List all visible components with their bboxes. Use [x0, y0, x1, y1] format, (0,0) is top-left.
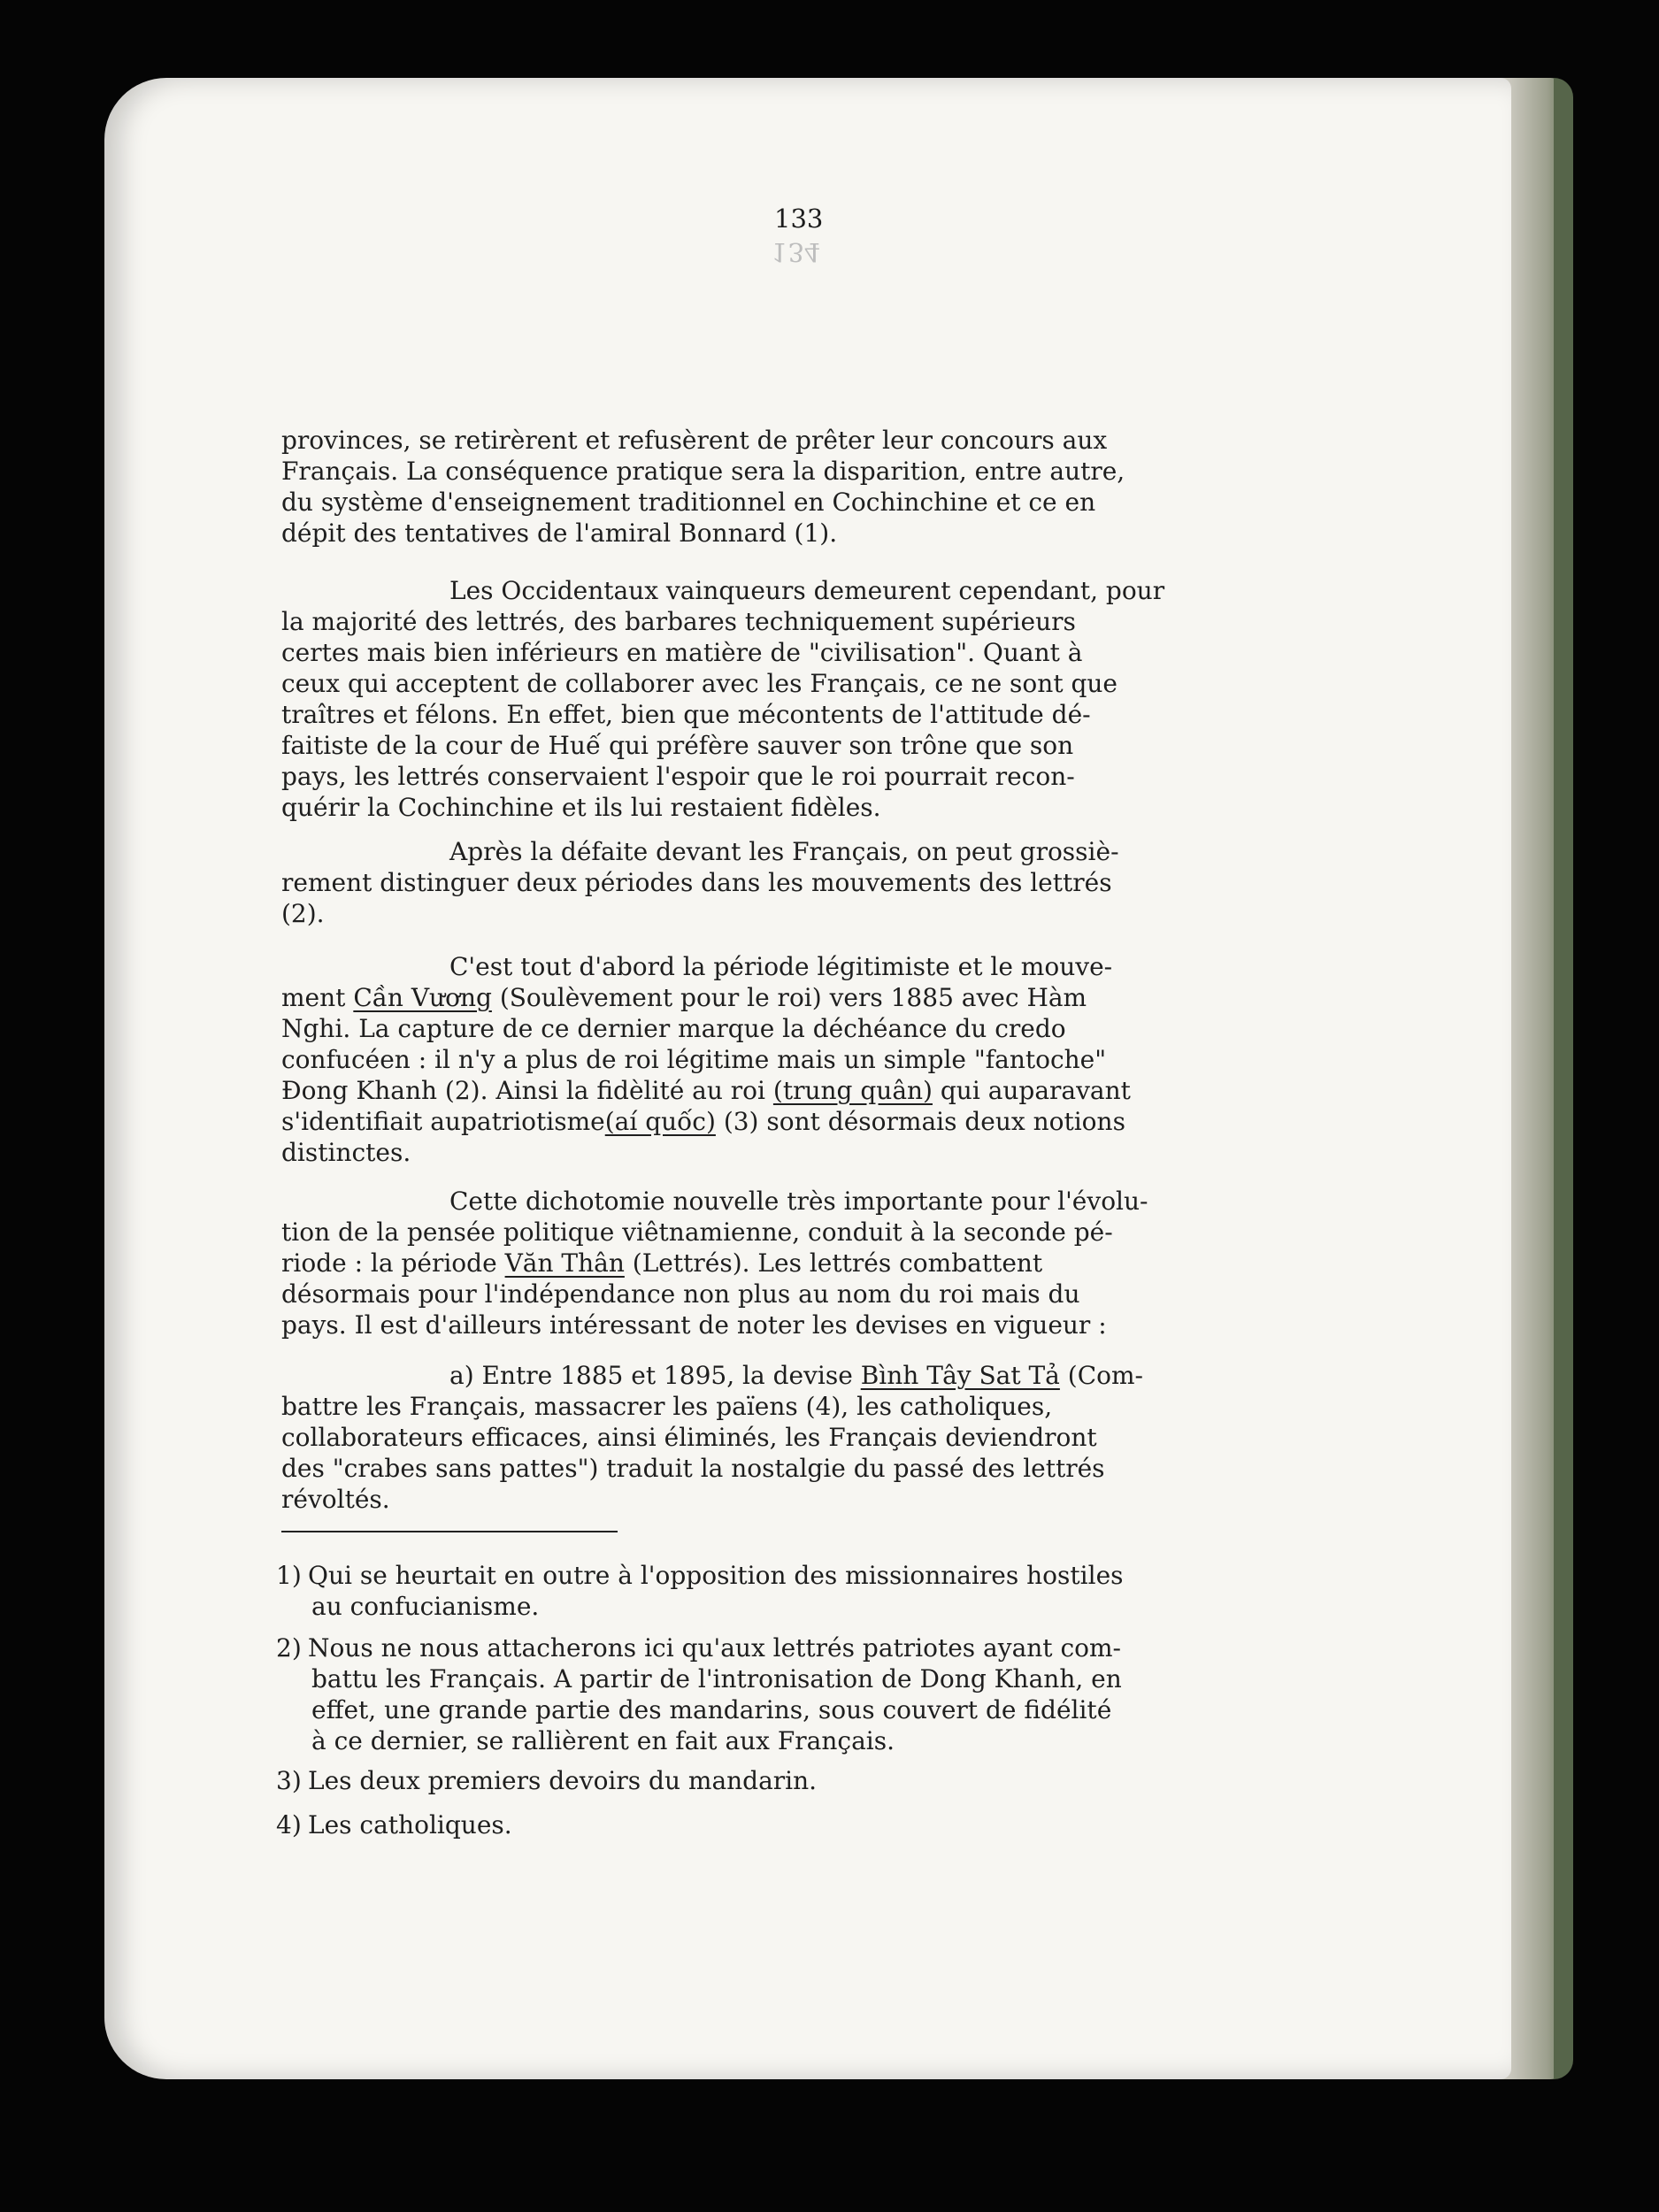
paragraph-1 [281, 425, 1308, 549]
footnote-4 [276, 1809, 1311, 1840]
footnote-1 [276, 1560, 1311, 1622]
text-line: désormais pour l'indépendance non plus au nom du roi mais du [281, 1279, 1080, 1309]
text-line: dépit des tentatives de l'amiral Bonnard (1). [281, 518, 838, 548]
footnote-text: Les deux premiers devoirs du mandarin. [308, 1766, 818, 1795]
footnote-number: 2) [276, 1633, 302, 1663]
text-line: a) Entre 1885 et 1895, la devise Bình Tây Sat Tả (Com- [449, 1361, 1144, 1390]
page-number: 133 [774, 204, 824, 234]
text-line: faitiste de la cour de Huế qui préfère sauver son trône que son [281, 731, 1074, 760]
footnote-number: 1) [276, 1561, 302, 1590]
text-line: du système d'enseignement traditionnel en Cochinchine et ce en [281, 488, 1096, 517]
footnote-text: Qui se heurtait en outre à l'opposition des missionnaires hostiles [308, 1561, 1124, 1590]
text-line: révoltés. [281, 1485, 390, 1514]
text-line: ment Cần Vương (Soulèvement pour le roi) vers 1885 avec Hàm [281, 983, 1087, 1012]
footnote-text: Nous ne nous attacherons ici qu'aux lettrés patriotes ayant com- [308, 1633, 1121, 1663]
text-line: Les Occidentaux vainqueurs demeurent cependant, pour [449, 576, 1165, 605]
text-line: traîtres et félons. En effet, bien que mécontents de l'attitude dé- [281, 700, 1091, 729]
footnote-text: Les catholiques. [308, 1810, 512, 1839]
bleed-through-page-number: 134 [772, 237, 821, 267]
text-line: pays. Il est d'ailleurs intéressant de noter les devises en vigueur : [281, 1310, 1107, 1340]
text-line: ceux qui acceptent de collaborer avec les Français, ce ne sont que [281, 669, 1118, 698]
footnote-number: 4) [276, 1810, 302, 1839]
text-line: collaborateurs efficaces, ainsi éliminés, les Français deviendront [281, 1423, 1097, 1452]
footnote-text: battu les Français. A partir de l'intronisation de Dong Khanh, en [311, 1664, 1122, 1694]
term-ai-quoc: (aí quốc) [604, 1107, 716, 1136]
text-line: certes mais bien inférieurs en matière de "civilisation". Quant à [281, 638, 1083, 667]
text-line: Nghi. La capture de ce dernier marque la déchéance du credo [281, 1014, 1066, 1043]
paragraph-2 [281, 575, 1308, 823]
text-line: riode : la période Văn Thân (Lettrés). Les lettrés combattent [281, 1248, 1043, 1278]
footnote-text: à ce dernier, se rallièrent en fait aux Français. [311, 1726, 895, 1755]
text-line: des "crabes sans pattes") traduit la nostalgie du passé des lettrés [281, 1454, 1105, 1483]
term-trung-quan: (trung quân) [772, 1076, 933, 1105]
text-line: (2). [281, 899, 325, 928]
term-binh-tay-sat-ta: Bình Tây Sat Tả [860, 1361, 1060, 1390]
text-line: Cette dichotomie nouvelle très importante pour l'évolu- [449, 1187, 1148, 1216]
text-line: quérir la Cochinchine et ils lui restaient fidèles. [281, 793, 881, 822]
text-line: rement distinguer deux périodes dans les mouvements des lettrés [281, 868, 1112, 897]
footnote-2 [276, 1632, 1311, 1756]
text-line: Đong Khanh (2). Ainsi la fidèlité au roi (trung quân) qui auparavant [281, 1076, 1131, 1105]
paragraph-4 [281, 951, 1308, 1168]
paragraph-5 [281, 1186, 1308, 1340]
footnote-number: 3) [276, 1766, 302, 1795]
footnote-3 [276, 1765, 1311, 1796]
text-line: C'est tout d'abord la période légitimiste et le mouve- [449, 952, 1113, 981]
paragraph-6 [281, 1360, 1308, 1515]
text-line: distinctes. [281, 1138, 411, 1167]
text-line: Après la défaite devant les Français, on peut grossiè- [449, 837, 1119, 866]
text-line: confucéen : il n'y a plus de roi légitime mais un simple "fantoche" [281, 1045, 1107, 1074]
paragraph-3 [281, 836, 1308, 929]
text-line: tion de la pensée politique viêtnamienne, conduit à la seconde pé- [281, 1217, 1113, 1247]
text-line: battre les Français, massacrer les païens (4), les catholiques, [281, 1392, 1053, 1421]
text-line: la majorité des lettrés, des barbares techniquement supérieurs [281, 607, 1076, 636]
footnote-separator [281, 1531, 618, 1532]
text-line: pays, les lettrés conservaient l'espoir que le roi pourrait recon- [281, 762, 1075, 791]
text-line: provinces, se retirèrent et refusèrent de prêter leur concours aux [281, 426, 1108, 455]
text-line: Français. La conséquence pratique sera la disparition, entre autre, [281, 457, 1125, 486]
footnote-text: effet, une grande partie des mandarins, sous couvert de fidélité [311, 1695, 1112, 1724]
term-van-than: Văn Thân [504, 1248, 625, 1278]
footnote-text: au confucianisme. [311, 1592, 540, 1621]
term-can-vuong: Cần Vương [353, 983, 492, 1012]
text-line: s'identifiait aupatriotisme(aí quốc) (3) sont désormais deux notions [281, 1107, 1125, 1136]
